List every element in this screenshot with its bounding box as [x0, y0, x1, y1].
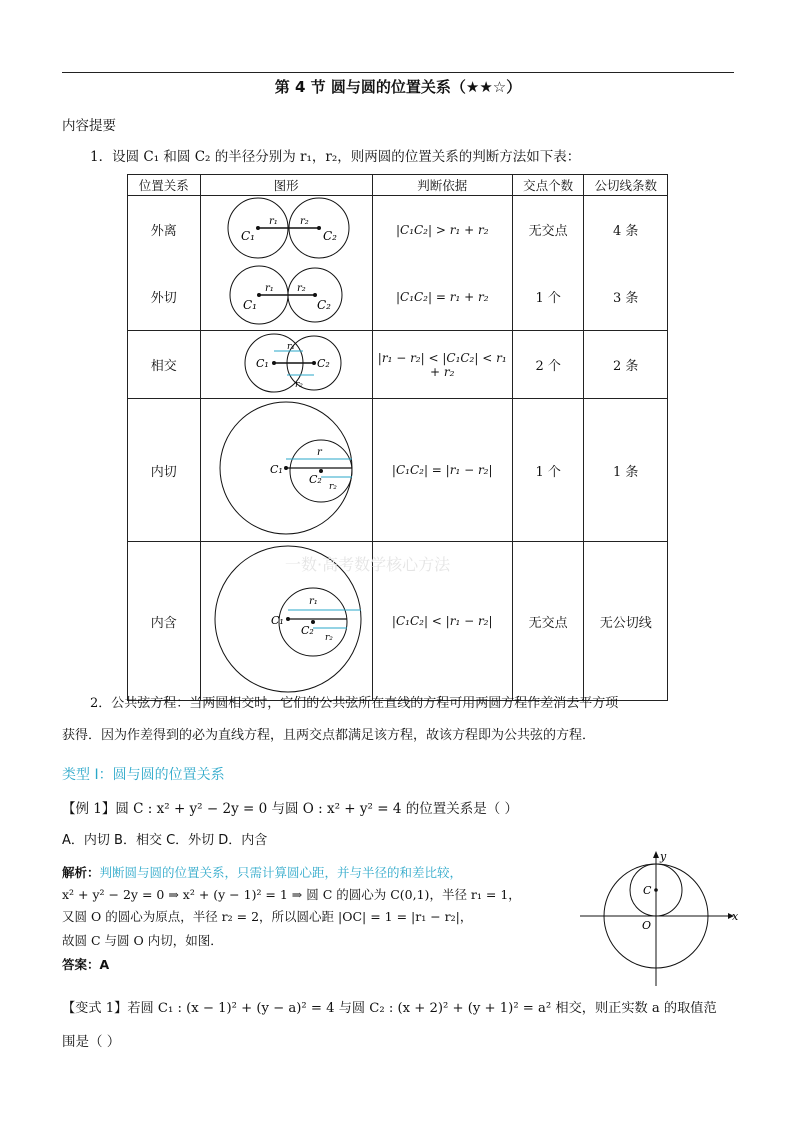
table-row: [128, 331, 668, 399]
figure-cell: [200, 196, 372, 264]
answer-text: 答案：A: [62, 957, 110, 972]
point-1-text: 1．设圆 C₁ 和圆 C₂ 的半径分别为 r₁，r₂，则两圆的位置关系的判断方法如下表：: [90, 149, 581, 165]
tangents-cell: 4 条: [584, 196, 668, 264]
section-title: 第 4 节 圆与圆的位置关系（★★☆）: [274, 78, 522, 96]
condition-cell: |r₁ − r₂| < |C₁C₂| < r₁ + r₂: [372, 331, 512, 399]
header-cell: 位置关系: [128, 175, 201, 196]
origin-label: O: [642, 919, 652, 932]
point-2-line-1: 2．公共弦方程：当两圆相交时，它们的公共弦所在直线的方程可用两圆方程作差消去平方项: [90, 696, 619, 711]
solution-line-2: x² + y² − 2y = 0 ⇒ x² + (y − 1)² = 1 ⇒ 圆 C 的圆心为 C(0,1)，半径 r₁ = 1，: [62, 887, 521, 902]
condition-cell: |C₁C₂| > r₁ + r₂: [372, 196, 512, 264]
r1-label: r₁: [264, 283, 274, 294]
condition-cell: |C₁C₂| = |r₁ − r₂|: [372, 399, 512, 542]
separate-circles-figure: [201, 196, 372, 259]
intersecting-circles-figure: [201, 331, 372, 394]
externally-tangent-figure: [201, 263, 372, 326]
example-1-stem: 【例 1】圆 C : x² + y² − 2y = 0 与圆 O : x² + y² = 4 的位置关系是（ ）: [62, 801, 518, 817]
solution-label: 解析：: [62, 865, 100, 880]
c1-label: C₁: [270, 614, 284, 627]
header-cell: 判断依据: [372, 175, 512, 196]
c2-label: C₂: [300, 624, 314, 637]
variant-1-line-1: 【变式 1】若圆 C₁ : (x − 1)² + (y − a)² = 4 与圆 C₂ : (x + 2)² + (y + 1)² = a² 相交，则正实数 a 的取值范: [62, 1001, 717, 1016]
points-cell: 1 个: [512, 399, 584, 542]
r2-label: r₂: [294, 380, 303, 390]
points-cell: 1 个: [512, 263, 584, 331]
c1-label: C₁: [242, 298, 257, 312]
center-c-label: C: [643, 884, 652, 897]
x-axis-label: x: [732, 910, 739, 923]
solution-line-3: 又圆 O 的圆心为原点，半径 r₂ = 2，所以圆心距 |OC| = 1 = |r₁ − r₂|，: [62, 909, 473, 924]
y-axis-label: y: [660, 850, 667, 863]
table-row: [128, 263, 668, 331]
table-header-row: [128, 175, 668, 196]
figure-cell: [200, 331, 372, 399]
c2-label: C₂: [308, 473, 322, 486]
c1-label: C₁: [255, 357, 269, 370]
variant-1-line-2: 围是（ ）: [62, 1034, 121, 1050]
tangents-cell: 无公切线: [584, 542, 668, 701]
r1-label: r₁: [268, 216, 278, 227]
tangents-cell: 3 条: [584, 263, 668, 331]
r-label: r: [316, 447, 322, 458]
relation-cell: 外切: [128, 263, 201, 331]
relation-cell: 内含: [128, 542, 201, 701]
r1-label: r₁: [308, 596, 318, 607]
r2-label: r₂: [299, 216, 309, 227]
example-1-graph: [580, 850, 740, 990]
condition-cell: |C₁C₂| < |r₁ − r₂|: [372, 542, 512, 701]
header-cell: 交点个数: [512, 175, 584, 196]
relation-cell: 外离: [128, 196, 201, 264]
header-cell: 公切线条数: [584, 175, 668, 196]
table-row: [128, 399, 668, 542]
r2-label: r₂: [324, 633, 333, 643]
points-cell: 无交点: [512, 196, 584, 264]
c1-label: C₁: [269, 463, 283, 476]
r1-label: r₁: [286, 342, 295, 352]
relation-table: [127, 174, 668, 701]
table-row: [128, 196, 668, 264]
figure-cell: [200, 263, 372, 331]
solution-line-1: [62, 863, 462, 881]
c2-label: C₂: [322, 229, 337, 243]
tangents-cell: 2 条: [584, 331, 668, 399]
internally-tangent-figure: [201, 399, 372, 537]
c2-label: C₂: [316, 357, 330, 370]
header-cell: 图形: [200, 175, 372, 196]
type-1-heading: 类型 I：圆与圆的位置关系: [62, 767, 225, 783]
tangents-cell: 1 条: [584, 399, 668, 542]
c2-label: C₂: [316, 298, 331, 312]
points-cell: 无交点: [512, 542, 584, 701]
relation-cell: 相交: [128, 331, 201, 399]
example-1-options: A．内切 B．相交 C．外切 D．内含: [62, 833, 268, 848]
c1-label: C₁: [240, 229, 255, 243]
figure-cell: [200, 399, 372, 542]
solution-line-4: 故圆 C 与圆 O 内切，如图．: [62, 933, 223, 948]
r2-label: r₂: [328, 482, 337, 492]
condition-cell: |C₁C₂| = r₁ + r₂: [372, 263, 512, 331]
solution-hint: 判断圆与圆的位置关系，只需计算圆心距，并与半径的和差比较，: [99, 865, 463, 880]
point-2-line-2: 获得．因为作差得到的必为直线方程，且两交点都满足该方程，故该方程即为公共弦的方程．: [62, 728, 596, 743]
watermark: 一数·高考数学核心方法: [285, 555, 451, 574]
summary-label: 内容提要: [62, 118, 116, 134]
top-rule: [62, 72, 734, 73]
relation-cell: 内切: [128, 399, 201, 542]
r2-label: r₂: [296, 283, 306, 294]
points-cell: 2 个: [512, 331, 584, 399]
